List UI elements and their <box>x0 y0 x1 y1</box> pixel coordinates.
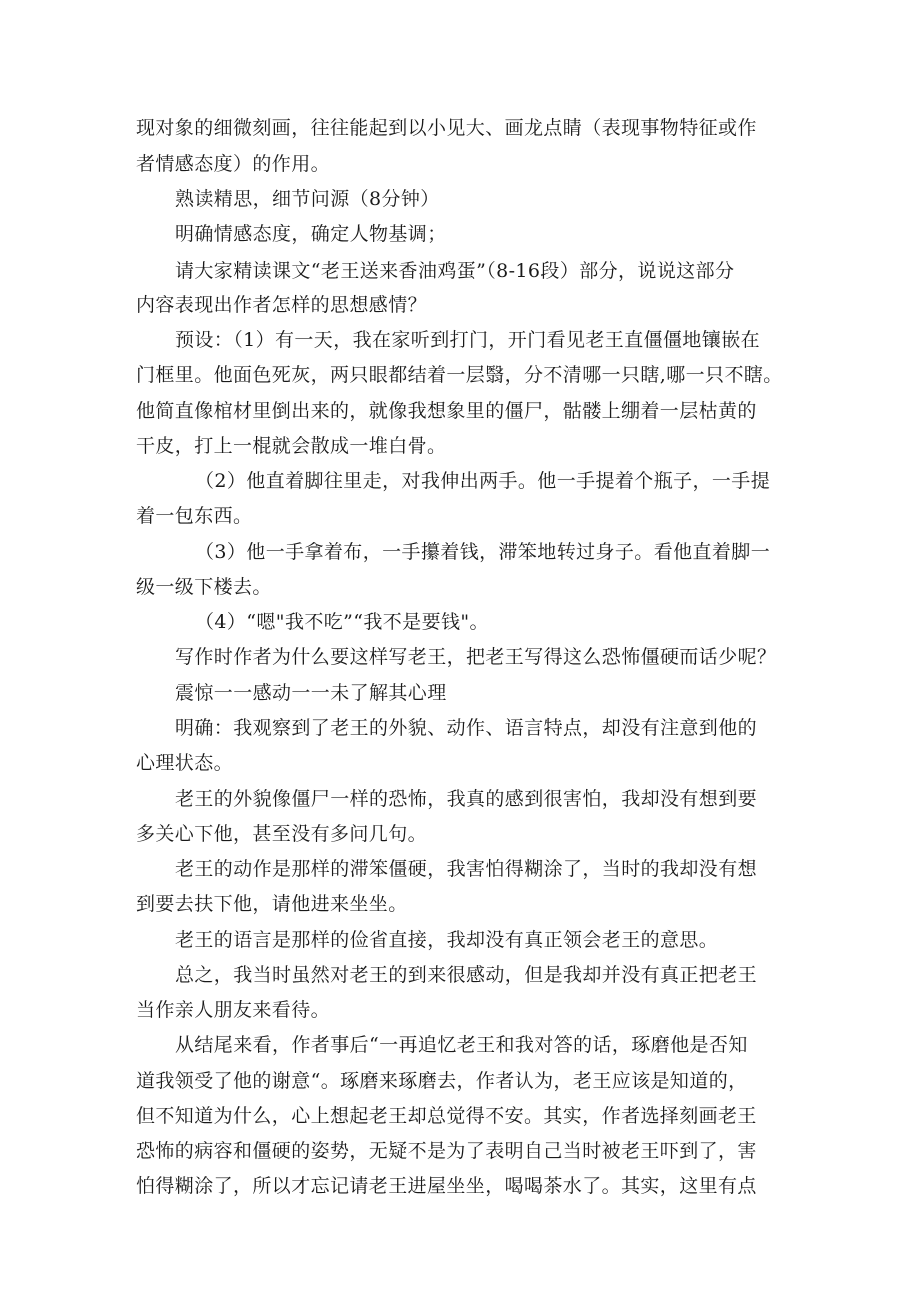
text-line: 门框里。他面色死灰，两只眼都结着一层翳，分不清哪一只瞎,哪一只不瞎。 <box>136 364 783 386</box>
text-line: 者情感态度）的作用。 <box>136 153 331 175</box>
text-line: 当作亲人朋友来看待。 <box>136 999 331 1021</box>
text-line: 总之，我当时虽然对老王的到来很感动，但是我却并没有真正把老王 <box>175 964 758 986</box>
text-line: 道我领受了他的谢意“。琢磨来琢磨去，作者认为，老王应该是知道的， <box>136 1070 748 1092</box>
text-line: （4）“嗯"我不吃”“我不是要钱"。 <box>195 611 489 633</box>
text-line: 从结尾来看，作者事后“一再追忆老王和我对答的话，琢磨他是否知 <box>175 1034 748 1056</box>
text-line: 现对象的细微刻画，往往能起到以小见大、画龙点睛（表现事物特征或作 <box>136 117 757 139</box>
text-line: 明确情感态度，确定人物基调； <box>175 223 447 245</box>
text-line: 到要去扶下他，请他进来坐坐。 <box>136 893 408 915</box>
text-line: 老王的语言是那样的俭省直接，我却没有真正领会老王的意思。 <box>175 929 719 951</box>
text-line: 写作时作者为什么要这样写老王，把老王写得这么恐怖僵硬而话少呢？ <box>175 646 777 668</box>
text-line: 级一级下楼去。 <box>136 576 272 598</box>
text-line: 着一包东西。 <box>136 505 253 527</box>
text-line: 他简直像棺材里倒出来的，就像我想象里的僵尸，骷髅上绷着一层枯黄的 <box>136 400 757 422</box>
text-line: （3）他一手拿着布，一手攥着钱，滞笨地转过身子。看他直着脚一 <box>195 541 771 563</box>
text-line: 干皮，打上一棍就会散成一堆白骨。 <box>136 435 447 457</box>
text-line: 怕得糊涂了，所以才忘记请老王进屋坐坐，喝喝茶水了。其实，这里有点 <box>136 1175 757 1197</box>
text-line: 请大家精读课文“老王送来香油鸡蛋”（8-16段）部分，说说这部分 <box>175 260 735 282</box>
text-line: （2）他直着脚往里走，对我伸出两手。他一手提着个瓶子，一手提 <box>195 470 771 492</box>
text-line: 预设：（1）有一天，我在家听到打门，开门看见老王直僵僵地镶嵌在 <box>175 329 760 351</box>
text-line: 明确：我观察到了老王的外貌、动作、语言特点，却没有注意到他的 <box>175 717 758 739</box>
text-line: 熟读精思，细节问源（8分钟） <box>175 188 440 210</box>
text-line: 内容表现出作者怎样的思想感情？ <box>136 294 428 316</box>
text-line: 多关心下他，甚至没有多问几句。 <box>136 823 428 845</box>
text-line: 老王的动作是那样的滞笨僵硬，我害怕得糊涂了，当时的我却没有想 <box>175 858 758 880</box>
text-line: 心理状态。 <box>136 752 234 774</box>
text-line: 老王的外貌像僵尸一样的恐怖，我真的感到很害怕，我却没有想到要 <box>175 788 758 810</box>
text-line: 恐怖的病容和僵硬的姿势，无疑不是为了表明自己当时被老王吓到了，害 <box>136 1140 757 1162</box>
text-line: 震惊一一感动一一未了解其心理 <box>175 682 447 704</box>
text-line: 但不知道为什么，心上想起老王却总觉得不安。其实，作者选择刻画老王 <box>136 1105 757 1127</box>
